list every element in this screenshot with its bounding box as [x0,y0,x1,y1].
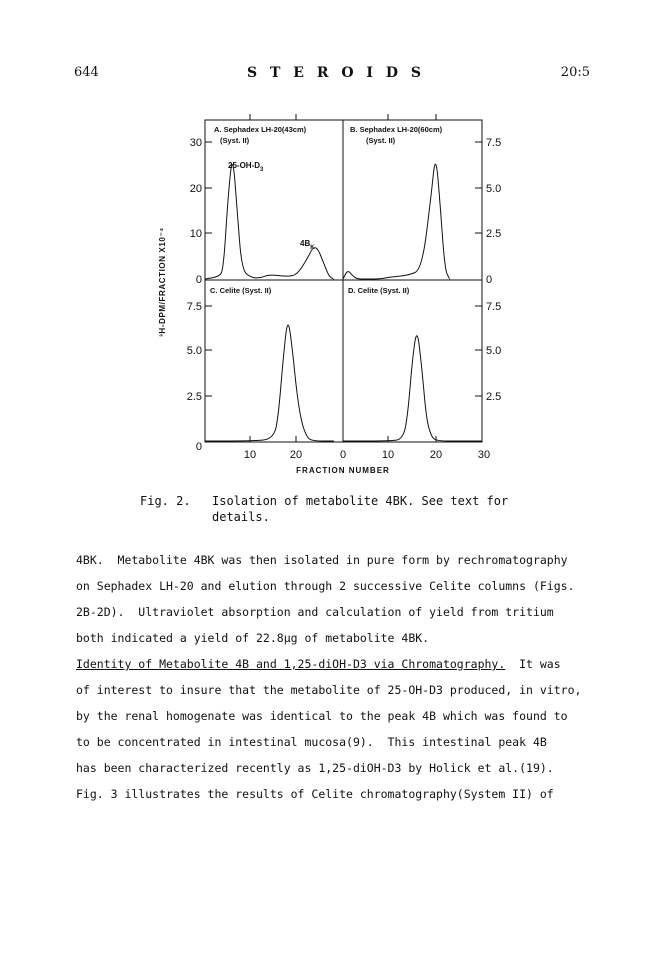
tick-label-y: 7.5 [186,301,202,313]
curve-panel-d [343,336,482,441]
y-axis-title: ³H-DPM/FRACTION X10⁻⁴ [158,227,167,337]
body-line: has been characterized recently as 1,25-diOH-D3 by Holick et al.(19). [76,761,554,775]
section-heading: Identity of Metabolite 4B and 1,25-diOH-D3 via Chromatography. [76,657,506,671]
peak-label-25-oh-d3: $25-OH-D_3$ [228,161,264,173]
body-line: Fig. 3 illustrates the results of Celite chromatography(System II) of [76,787,554,801]
left-tick-labels [187,137,202,453]
section-heading-line: Identity of Metabolite 4B and 1,25-diOH-D3 via Chromatography. It was [76,657,561,671]
x-axis-title: FRACTION NUMBER [296,466,390,475]
tick-label-y: 30 [189,137,202,149]
body-line: 4BK. Metabolite 4BK was then isolated in pure form by rechromatography [76,553,568,567]
panel-d-title: D. Celite (Syst. II) [348,286,410,295]
body-line: 2B-2D). Ultraviolet absorption and calculation of yield from tritium [76,605,554,619]
peak-label-4bk: $4B_K$ [300,239,315,251]
tick-label-y-right: 7.5 [486,301,502,313]
curve-panel-b [343,164,450,279]
tick-label-x: 20 [429,449,443,461]
tick-label-x: 10 [243,449,257,461]
tick-label-y: 2.5 [186,391,202,403]
body-line: both indicated a yield of 22.8µg of metabolite 4BK. [76,631,430,645]
caption-line-2: details. [212,510,270,524]
body-text [76,547,606,807]
body-line: of interest to insure that the metabolite of 25-OH-D3 produced, in vitro, [76,683,582,697]
figure-caption [140,493,560,525]
body-line: to be concentrated in intestinal mucosa(9). This intestinal peak 4B [76,735,547,749]
tick-label-x: 10 [381,449,395,461]
tick-label-y: 0 [195,441,202,453]
tick-label-y-right: 2.5 [486,228,502,240]
caption-line-1: Isolation of metabolite 4BK. See text for [212,494,509,508]
curve-panel-c [205,325,334,441]
tick-label-y: 10 [189,228,202,240]
right-tick-labels [486,137,501,403]
panel-a-title: A. Sephadex LH-20(43cm) [214,125,307,134]
tick-label-y-right: 5.0 [486,345,502,357]
body-line: by the renal homogenate was identical to the peak 4B which was found to [76,709,568,723]
page-number: 644 [74,65,99,80]
tick-label-x: 30 [477,449,491,461]
tick-label-y: 20 [189,183,202,195]
curve-panel-a [205,165,334,279]
issue-number: 20:5 [560,65,590,80]
body-line: on Sephadex LH-20 and elution through 2 successive Celite columns (Figs. [76,579,575,593]
tick-label-y-right: 2.5 [486,391,502,403]
panel-b-subtitle: (Syst. II) [366,136,396,145]
panel-c-title: C. Celite (Syst. II) [210,286,272,295]
tick-label-y-right: 5.0 [486,183,502,195]
tick-label-y-right: 0 [486,274,493,286]
caption-number: Fig. 2. [140,494,191,508]
tick-label-y-right: 7.5 [486,137,502,149]
tick-label-x: 20 [289,449,303,461]
panel-a-subtitle: (Syst. II) [220,136,250,145]
panel-b-title: B. Sephadex LH-20(60cm) [350,125,443,134]
x-tick-labels [244,449,490,461]
tick-label-y: 5.0 [186,345,202,357]
journal-title: S T E R O I D S [247,65,425,81]
tick-label-y: 0 [195,274,202,286]
tick-label-x: 0 [339,449,347,461]
